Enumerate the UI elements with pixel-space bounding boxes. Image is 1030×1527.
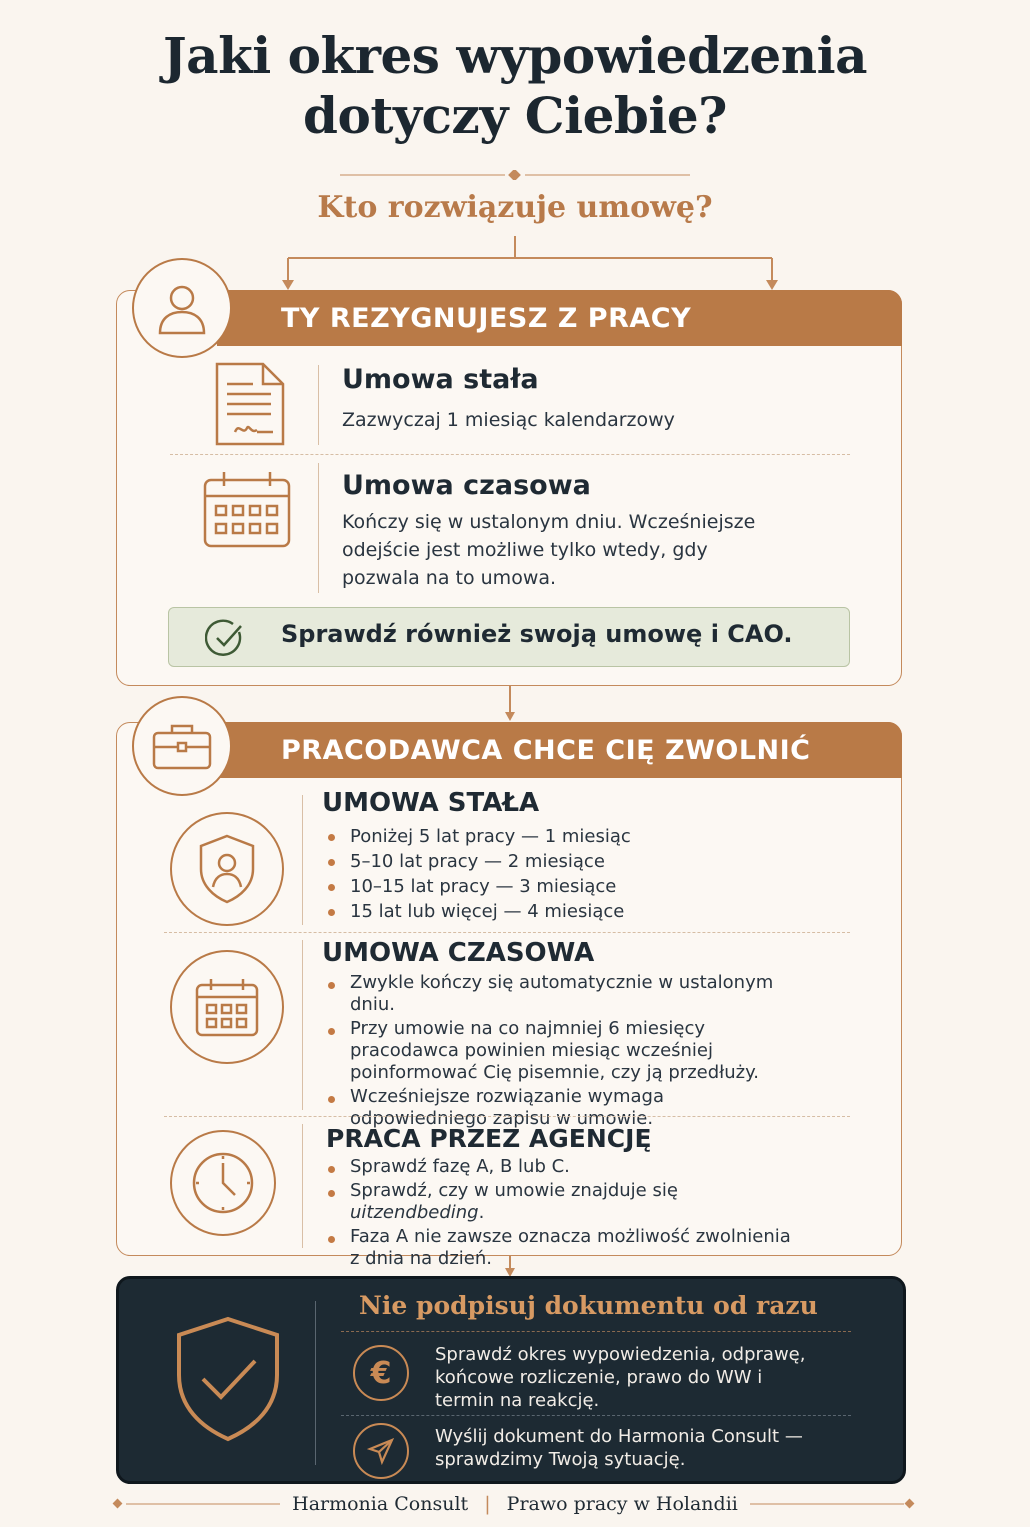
warning-line: Sprawdź okres wypowiedzenia, odprawę, [435, 1344, 806, 1365]
note-box [168, 607, 850, 667]
block-divider-vertical [302, 940, 303, 1110]
permanent-notice-list [322, 824, 842, 924]
block-divider-vertical [302, 1124, 303, 1248]
page-title [0, 26, 1030, 146]
section1-header [217, 290, 902, 346]
block-divider-vertical [302, 795, 303, 925]
list-item-suffix: . [478, 1202, 485, 1223]
calendar-icon [170, 950, 284, 1064]
temporary-notice-list [322, 972, 802, 1130]
section2-header-text: PRACODAWCA CHCE CIĘ ZWOLNIĆ [281, 734, 811, 766]
row-title-permanent: Umowa stała [342, 364, 539, 395]
warning-line: Wyślij dokument do Harmonia Consult — [435, 1426, 803, 1447]
list-item: 15 lat lub więcej — 4 miesiące [322, 899, 842, 924]
agency-notice-list [322, 1156, 792, 1270]
check-circle-icon [205, 618, 245, 658]
row-text-line: odejście jest możliwe tylko wtedy, gdy [342, 539, 708, 561]
subtitle: Kto rozwiązuje umowę? [317, 190, 713, 225]
block-title-temporary: UMOWA CZASOWA [322, 938, 595, 968]
euro-icon [353, 1345, 409, 1401]
warning-divider-vertical [315, 1301, 316, 1465]
shield-person-icon [170, 812, 284, 926]
warning-title: Nie podpisuj dokumentu od razu [359, 1291, 818, 1320]
list-item: 5–10 lat pracy — 2 miesiące [322, 849, 842, 874]
list-item: Przy umowie na co najmniej 6 miesięcy pracodawca powinien miesiąc wcześniej poinformować Cię pisemnie, czy ją przedłuży. [322, 1018, 802, 1084]
section-connector-arrow [502, 1256, 518, 1278]
warning-line: sprawdzimy Twoją sytuację. [435, 1449, 686, 1470]
footer-tagline: Prawo pracy w Holandii [506, 1493, 738, 1515]
section1-header-text: TY REZYGNUJESZ Z PRACY [281, 302, 692, 334]
euro-glyph: € [370, 1355, 392, 1391]
block-title-permanent: UMOWA STAŁA [322, 788, 540, 818]
warning-item-2 [435, 1425, 803, 1471]
warning-box [116, 1276, 906, 1484]
footer [0, 1493, 1030, 1515]
warning-line: termin na reakcję. [435, 1390, 600, 1411]
warning-item-1 [435, 1343, 805, 1412]
shield-check-icon [173, 1315, 283, 1445]
warning-separator [341, 1415, 851, 1416]
block-title-agency: PRACA PRZEZ AGENCJĘ [326, 1124, 652, 1153]
list-item: Zwykle kończy się automatycznie w ustalonym dniu. [322, 972, 802, 1016]
briefcase-icon [132, 696, 232, 796]
clock-icon [170, 1130, 276, 1236]
row-text-line: pozwala na to umowa. [342, 567, 557, 589]
row-title-temporary: Umowa czasowa [342, 470, 591, 501]
list-item: Faza A nie zawsze oznacza możliwość zwolnienia z dnia na dzień. [322, 1226, 792, 1270]
block-separator [164, 1116, 850, 1117]
calendar-icon [202, 470, 292, 550]
row-divider-vertical [318, 463, 319, 593]
warning-separator [341, 1331, 851, 1332]
block-separator [164, 932, 850, 933]
list-item: 10–15 lat pracy — 3 miesiące [322, 874, 842, 899]
title-line-1: Jaki okres wypowiedzenia [163, 26, 867, 85]
list-item [322, 1180, 792, 1224]
list-item: Sprawdź fazę A, B lub C. [322, 1156, 792, 1178]
document-icon [213, 362, 287, 446]
footer-separator: | [484, 1493, 491, 1515]
list-item: Poniżej 5 lat pracy — 1 miesiąc [322, 824, 842, 849]
warning-line: końcowe rozliczenie, prawo do WW i [435, 1367, 763, 1388]
person-icon [132, 258, 232, 358]
title-line-2: dotyczy Ciebie? [303, 86, 727, 145]
note-text: Sprawdź również swoją umowę i CAO. [281, 620, 793, 648]
row-text-temporary [342, 508, 755, 592]
row-text-line: Kończy się w ustalonym dniu. Wcześniejsze [342, 511, 756, 533]
row-text-permanent: Zazwyczaj 1 miesiąc kalendarzowy [342, 409, 675, 431]
section2-header [217, 722, 902, 778]
list-item-text: Sprawdź, czy w umowie znajduje się [350, 1180, 678, 1201]
section-connector-arrow [502, 686, 518, 722]
footer-brand: Harmonia Consult [292, 1493, 469, 1515]
branch-connector [270, 236, 790, 296]
row-separator [170, 454, 850, 455]
list-item: Wcześniejsze rozwiązanie wymaga odpowiedniego zapisu w umowie. [322, 1086, 802, 1130]
list-item-emphasis: uitzendbeding [350, 1202, 479, 1223]
title-divider [340, 170, 690, 180]
send-icon [353, 1423, 409, 1479]
row-divider-vertical [318, 365, 319, 445]
